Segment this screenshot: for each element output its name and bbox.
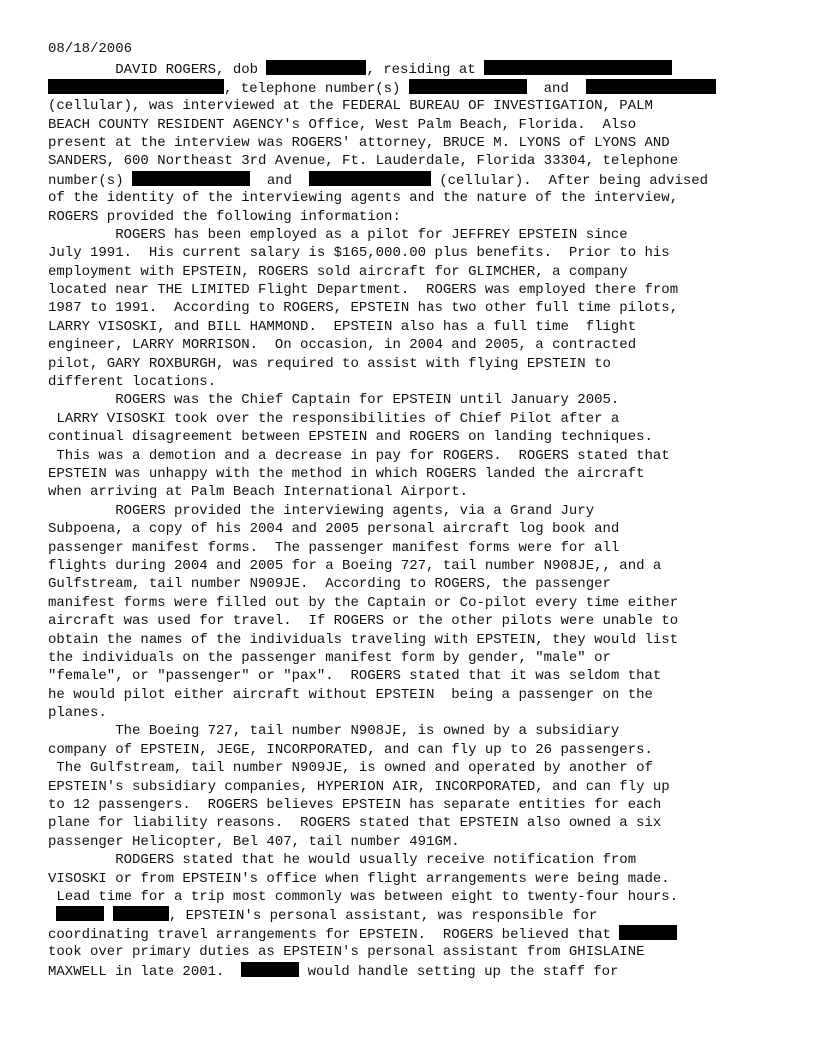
paragraph xyxy=(48,391,768,501)
text-line xyxy=(48,447,768,465)
text-segment: obtain the names of the individuals traveling with EPSTEIN, they would list xyxy=(48,631,679,648)
document-body xyxy=(48,60,768,980)
text-segment xyxy=(104,908,112,924)
text-segment: The Boeing 727, tail number N908JE, is owned by a subsidiary xyxy=(48,723,620,740)
text-segment: EPSTEIN's subsidiary companies, HYPERION AIR, INCORPORATED, and can fly up xyxy=(48,778,670,795)
text-segment: The Gulfstream, tail number N909JE, is owned and operated by another of xyxy=(48,760,653,777)
document-date: 08/18/2006 xyxy=(48,41,133,57)
text-segment: ROGERS has been employed as a pilot for JEFFREY EPSTEIN since xyxy=(48,226,628,243)
text-line xyxy=(48,814,768,832)
text-segment: LARRY VISOSKI took over the responsibilities of Chief Pilot after a xyxy=(48,410,620,427)
text-line xyxy=(48,851,768,869)
paragraph xyxy=(48,226,768,392)
text-line xyxy=(48,520,768,538)
text-line xyxy=(48,152,768,170)
text-segment: of the identity of the interviewing agents and the nature of the interview, xyxy=(48,190,679,207)
text-segment: coordinating travel arrangements for EPSTEIN. ROGERS believed that xyxy=(48,926,620,943)
text-line xyxy=(48,741,768,759)
text-line xyxy=(48,612,768,630)
redaction-block xyxy=(586,79,716,94)
text-line xyxy=(48,244,768,262)
text-segment: manifest forms were filled out by the Captain or Co-pilot every time either xyxy=(48,594,679,611)
text-line xyxy=(48,704,768,722)
paragraph xyxy=(48,722,768,851)
paragraph xyxy=(48,502,768,723)
text-segment: company of EPSTEIN, JEGE, INCORPORATED, and can fly up to 26 passengers. xyxy=(48,741,653,758)
text-segment: RODGERS stated that he would usually receive notification from xyxy=(48,852,637,869)
text-line xyxy=(48,575,768,593)
text-line xyxy=(48,667,768,685)
text-segment: pilot, GARY ROXBURGH, was required to assist with flying EPSTEIN to xyxy=(48,355,611,372)
text-line xyxy=(48,299,768,317)
text-segment: to 12 passengers. ROGERS believes EPSTEIN has separate entities for each xyxy=(48,797,662,814)
text-line xyxy=(48,778,768,796)
text-segment: present at the interview was ROGERS' attorney, BRUCE M. LYONS of LYONS AND xyxy=(48,134,670,151)
text-segment: employment with EPSTEIN, ROGERS sold aircraft for GLIMCHER, a company xyxy=(48,263,628,280)
text-segment: he would pilot either aircraft without EPSTEIN being a passenger on the xyxy=(48,686,653,703)
text-segment: flights during 2004 and 2005 for a Boeing 727, tail number N908JE,, and a xyxy=(48,557,662,574)
text-line xyxy=(48,502,768,520)
text-segment: took over primary duties as EPSTEIN's personal assistant from GHISLAINE xyxy=(48,944,645,961)
text-line xyxy=(48,189,768,207)
text-line xyxy=(48,391,768,409)
text-segment: aircraft was used for travel. If ROGERS or the other pilots were unable to xyxy=(48,613,679,630)
text-segment: when arriving at Palm Beach International Airport. xyxy=(48,484,469,501)
text-segment: located near THE LIMITED Flight Department. ROGERS was employed there from xyxy=(48,282,679,299)
text-line xyxy=(48,870,768,888)
text-line xyxy=(48,97,768,115)
text-segment: Gulfstream, tail number N909JE. According to ROGERS, the passenger xyxy=(48,576,611,593)
text-line xyxy=(48,465,768,483)
text-line xyxy=(48,906,768,924)
text-segment: DAVID ROGERS, dob xyxy=(48,62,267,79)
text-line xyxy=(48,759,768,777)
redaction-block xyxy=(409,79,527,94)
redaction-block xyxy=(132,171,250,186)
text-line xyxy=(48,631,768,649)
text-line xyxy=(48,226,768,244)
text-segment: EPSTEIN was unhappy with the method in which ROGERS landed the aircraft xyxy=(48,466,645,482)
text-segment: "female", or "passenger" or "pax". ROGERS stated that it was seldom that xyxy=(48,668,662,685)
text-segment: ROGERS provided the interviewing agents, via a Grand Jury xyxy=(48,502,595,519)
text-line xyxy=(48,336,768,354)
text-line xyxy=(48,134,768,152)
text-line xyxy=(48,263,768,281)
text-line xyxy=(48,483,768,501)
text-line xyxy=(48,208,768,226)
redaction-block xyxy=(266,60,366,75)
text-segment: This was a demotion and a decrease in pay for ROGERS. ROGERS stated that xyxy=(48,447,670,464)
text-line xyxy=(48,796,768,814)
text-line xyxy=(48,557,768,575)
text-segment: July 1991. His current salary is $165,000.00 plus benefits. Prior to his xyxy=(48,245,670,262)
text-line xyxy=(48,79,768,97)
text-segment: , EPSTEIN's personal assistant, was responsible for xyxy=(168,908,598,925)
text-segment: BEACH COUNTY RESIDENT AGENCY's Office, West Palm Beach, Florida. Also xyxy=(48,116,637,133)
paragraph xyxy=(48,851,768,980)
text-segment: different locations. xyxy=(48,374,217,391)
text-line xyxy=(48,962,768,980)
text-segment: , residing at xyxy=(366,62,485,79)
redaction-block xyxy=(241,962,299,977)
text-segment: passenger manifest forms. The passenger manifest forms were for all xyxy=(48,539,620,556)
text-line xyxy=(48,722,768,740)
text-segment: ROGERS provided the following information: xyxy=(48,208,401,225)
text-segment: SANDERS, 600 Northeast 3rd Avenue, Ft. Lauderdale, Florida 33304, telephone xyxy=(48,153,679,170)
text-segment: ROGERS was the Chief Captain for EPSTEIN until January 2005. xyxy=(48,392,620,409)
redaction-block xyxy=(619,925,677,940)
text-segment: plane for liability reasons. ROGERS stated that EPSTEIN also owned a six xyxy=(48,815,662,832)
text-line xyxy=(48,594,768,612)
text-line xyxy=(48,410,768,428)
redaction-block xyxy=(113,906,169,921)
redaction-block xyxy=(56,906,104,921)
text-segment: number(s) xyxy=(48,172,133,189)
text-segment: (cellular). After being advised xyxy=(430,172,709,189)
text-line xyxy=(48,281,768,299)
text-line xyxy=(48,925,768,943)
text-line xyxy=(48,539,768,557)
text-line xyxy=(48,171,768,189)
text-segment: LARRY VISOSKI, and BILL HAMMOND. EPSTEIN also has a full time flight xyxy=(48,318,637,335)
text-line xyxy=(48,428,768,446)
document-page xyxy=(48,40,768,980)
text-segment: and xyxy=(250,172,309,189)
text-segment: Lead time for a trip most commonly was between eight to twenty-four hours. xyxy=(48,888,679,905)
text-line xyxy=(48,686,768,704)
text-segment: , telephone number(s) xyxy=(224,80,409,97)
text-line xyxy=(48,943,768,961)
text-line xyxy=(48,649,768,667)
text-segment: continual disagreement between EPSTEIN and ROGERS on landing techniques. xyxy=(48,429,653,446)
text-segment: Subpoena, a copy of his 2004 and 2005 personal aircraft log book and xyxy=(48,521,620,538)
text-line xyxy=(48,116,768,134)
text-segment: VISOSKI or from EPSTEIN's office when flight arrangements were being made. xyxy=(48,870,670,887)
text-segment: 1987 to 1991. According to ROGERS, EPSTEIN has two other full time pilots, xyxy=(48,300,679,317)
text-segment: would handle setting up the staff for xyxy=(299,963,619,980)
text-segment: passenger Helicopter, Bel 407, tail number 491GM. xyxy=(48,833,460,850)
text-line xyxy=(48,833,768,851)
redaction-block xyxy=(48,79,224,94)
text-segment: (cellular), was interviewed at the FEDERAL BUREAU OF INVESTIGATION, PALM xyxy=(48,98,653,115)
redaction-block xyxy=(484,60,672,75)
text-line xyxy=(48,60,768,78)
text-segment: the individuals on the passenger manifest form by gender, "male" or xyxy=(48,649,611,666)
text-segment: MAXWELL in late 2001. xyxy=(48,963,242,980)
text-line xyxy=(48,888,768,906)
redaction-block xyxy=(309,171,431,186)
text-segment: planes. xyxy=(48,705,107,722)
text-segment: and xyxy=(526,80,586,97)
text-line xyxy=(48,373,768,391)
text-line xyxy=(48,355,768,373)
paragraph xyxy=(48,60,768,226)
text-segment xyxy=(48,908,56,924)
text-line xyxy=(48,318,768,336)
text-segment: engineer, LARRY MORRISON. On occasion, in 2004 and 2005, a contracted xyxy=(48,337,637,354)
